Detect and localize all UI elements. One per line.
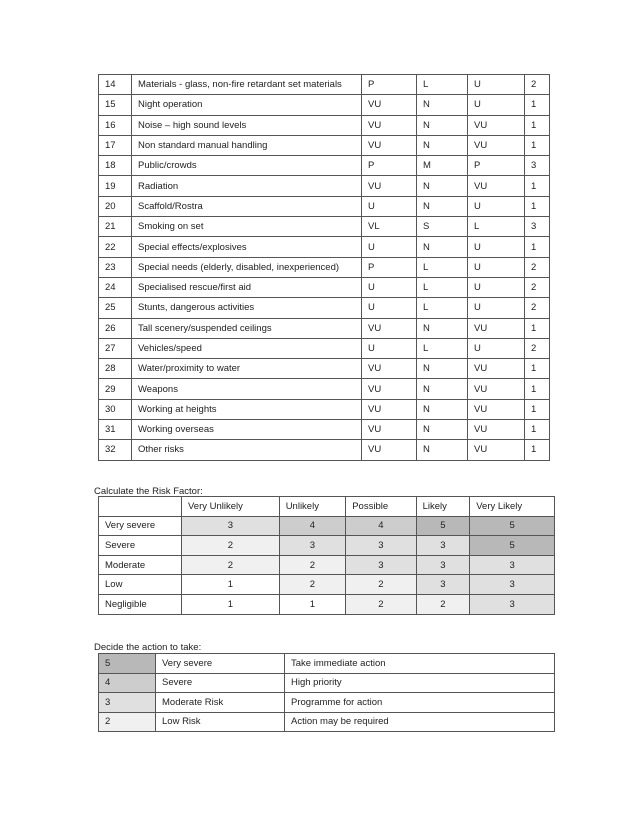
action-row <box>99 712 555 732</box>
severity-label: Very severe <box>99 516 182 536</box>
risk-value-cell: 1 <box>182 594 280 614</box>
likelihood-header: Unlikely <box>279 497 346 517</box>
hazard-col-5: P <box>468 156 525 176</box>
hazard-col-5: L <box>468 217 525 237</box>
hazard-risk-factor: 1 <box>525 420 550 440</box>
hazard-col-5: U <box>468 75 525 95</box>
hazard-col-4: N <box>417 399 468 419</box>
hazard-col-4: N <box>417 135 468 155</box>
risk-matrix-table <box>98 496 555 615</box>
hazard-col-4: S <box>417 217 468 237</box>
hazard-col-4: N <box>417 237 468 257</box>
action-description: Take immediate action <box>285 654 555 674</box>
hazard-number: 20 <box>99 196 132 216</box>
hazard-col-4: N <box>417 95 468 115</box>
hazard-risk-factor: 1 <box>525 196 550 216</box>
hazard-col-4: N <box>417 420 468 440</box>
hazard-col-3: U <box>362 237 417 257</box>
hazard-number: 15 <box>99 95 132 115</box>
hazard-col-3: VU <box>362 440 417 460</box>
hazard-description: Specialised rescue/first aid <box>132 277 362 297</box>
hazard-description: Night operation <box>132 95 362 115</box>
hazard-description: Public/crowds <box>132 156 362 176</box>
risk-value-cell: 3 <box>416 555 470 575</box>
risk-value-cell: 3 <box>346 555 416 575</box>
hazard-col-3: VU <box>362 135 417 155</box>
risk-value-cell: 2 <box>279 575 346 595</box>
hazard-row <box>99 237 550 257</box>
hazard-col-5: U <box>468 277 525 297</box>
hazard-col-4: N <box>417 379 468 399</box>
hazard-number: 29 <box>99 379 132 399</box>
hazard-risk-factor: 1 <box>525 176 550 196</box>
hazard-description: Water/proximity to water <box>132 359 362 379</box>
hazard-risk-factor: 3 <box>525 156 550 176</box>
hazard-number: 30 <box>99 399 132 419</box>
hazard-description: Weapons <box>132 379 362 399</box>
risk-value-cell: 3 <box>182 516 280 536</box>
hazard-description: Non standard manual handling <box>132 135 362 155</box>
hazard-col-4: M <box>417 156 468 176</box>
hazard-col-3: U <box>362 196 417 216</box>
risk-value-cell: 4 <box>279 516 346 536</box>
hazard-col-5: U <box>468 257 525 277</box>
hazard-description: Smoking on set <box>132 217 362 237</box>
hazard-col-3: U <box>362 298 417 318</box>
severity-label: Low <box>99 575 182 595</box>
hazard-description: Radiation <box>132 176 362 196</box>
likelihood-header: Possible <box>346 497 416 517</box>
hazard-number: 22 <box>99 237 132 257</box>
hazard-row <box>99 338 550 358</box>
action-row <box>99 654 555 674</box>
risk-value-cell: 1 <box>182 575 280 595</box>
hazard-row <box>99 379 550 399</box>
hazard-row <box>99 217 550 237</box>
hazard-col-5: U <box>468 237 525 257</box>
action-row <box>99 693 555 713</box>
risk-value-cell: 3 <box>279 536 346 556</box>
risk-value-cell: 2 <box>416 594 470 614</box>
hazard-risk-factor: 2 <box>525 277 550 297</box>
hazard-risk-factor: 1 <box>525 379 550 399</box>
hazard-col-4: L <box>417 298 468 318</box>
hazard-number: 16 <box>99 115 132 135</box>
hazard-risk-factor: 3 <box>525 217 550 237</box>
hazard-row <box>99 399 550 419</box>
hazard-number: 31 <box>99 420 132 440</box>
hazard-col-5: VU <box>468 440 525 460</box>
hazard-description: Special needs (elderly, disabled, inexperienced) <box>132 257 362 277</box>
hazard-risk-factor: 2 <box>525 257 550 277</box>
hazard-col-5: VU <box>468 379 525 399</box>
hazard-row <box>99 277 550 297</box>
action-description: Programme for action <box>285 693 555 713</box>
risk-value-cell: 4 <box>346 516 416 536</box>
hazard-row <box>99 115 550 135</box>
hazard-number: 28 <box>99 359 132 379</box>
hazard-risk-factor: 1 <box>525 135 550 155</box>
risk-value-cell: 1 <box>279 594 346 614</box>
hazard-col-5: U <box>468 196 525 216</box>
hazard-row <box>99 318 550 338</box>
hazard-col-3: VU <box>362 318 417 338</box>
risk-matrix-row <box>99 516 555 536</box>
action-row <box>99 673 555 693</box>
hazard-col-5: U <box>468 298 525 318</box>
action-level: 3 <box>99 693 156 713</box>
hazard-risk-factor: 1 <box>525 440 550 460</box>
hazard-number: 17 <box>99 135 132 155</box>
action-description: High priority <box>285 673 555 693</box>
hazard-row <box>99 420 550 440</box>
hazard-description: Working at heights <box>132 399 362 419</box>
likelihood-header: Very Likely <box>470 497 555 517</box>
hazard-col-5: VU <box>468 359 525 379</box>
hazard-col-3: VL <box>362 217 417 237</box>
hazard-risk-factor: 1 <box>525 359 550 379</box>
hazard-description: Tall scenery/suspended ceilings <box>132 318 362 338</box>
hazard-col-3: P <box>362 75 417 95</box>
risk-value-cell: 3 <box>346 536 416 556</box>
risk-matrix-row <box>99 575 555 595</box>
risk-matrix-header-row <box>99 497 555 517</box>
hazard-col-4: L <box>417 257 468 277</box>
risk-matrix-corner-cell <box>99 497 182 517</box>
hazard-row <box>99 176 550 196</box>
hazard-number: 27 <box>99 338 132 358</box>
hazard-number: 19 <box>99 176 132 196</box>
hazard-row <box>99 440 550 460</box>
hazard-row <box>99 196 550 216</box>
action-level: 4 <box>99 673 156 693</box>
likelihood-header: Likely <box>416 497 470 517</box>
hazard-risk-factor: 2 <box>525 75 550 95</box>
hazard-col-4: L <box>417 338 468 358</box>
risk-matrix-row <box>99 536 555 556</box>
hazard-col-3: VU <box>362 95 417 115</box>
hazard-col-5: U <box>468 338 525 358</box>
hazard-col-5: U <box>468 95 525 115</box>
hazard-col-5: VU <box>468 176 525 196</box>
hazard-row <box>99 156 550 176</box>
hazard-row <box>99 257 550 277</box>
hazard-col-5: VU <box>468 420 525 440</box>
hazard-col-3: VU <box>362 115 417 135</box>
hazard-col-5: VU <box>468 115 525 135</box>
hazard-col-5: VU <box>468 318 525 338</box>
risk-matrix-row <box>99 594 555 614</box>
risk-value-cell: 3 <box>470 575 555 595</box>
action-severity: Very severe <box>156 654 285 674</box>
severity-label: Severe <box>99 536 182 556</box>
risk-value-cell: 2 <box>182 536 280 556</box>
risk-factor-caption: Calculate the Risk Factor: <box>94 486 203 497</box>
hazard-col-4: N <box>417 176 468 196</box>
hazard-description: Other risks <box>132 440 362 460</box>
risk-value-cell: 2 <box>346 575 416 595</box>
hazard-risk-factor: 1 <box>525 95 550 115</box>
action-caption: Decide the action to take: <box>94 642 202 653</box>
hazard-col-4: N <box>417 318 468 338</box>
hazard-number: 25 <box>99 298 132 318</box>
hazard-number: 18 <box>99 156 132 176</box>
action-severity: Severe <box>156 673 285 693</box>
hazard-col-3: VU <box>362 359 417 379</box>
hazard-col-3: VU <box>362 420 417 440</box>
severity-label: Moderate <box>99 555 182 575</box>
risk-value-cell: 3 <box>416 536 470 556</box>
hazard-number: 32 <box>99 440 132 460</box>
hazard-description: Working overseas <box>132 420 362 440</box>
hazard-col-4: N <box>417 196 468 216</box>
hazard-col-4: N <box>417 440 468 460</box>
likelihood-header: Very Unlikely <box>182 497 280 517</box>
hazard-row <box>99 298 550 318</box>
risk-value-cell: 3 <box>416 575 470 595</box>
action-level: 2 <box>99 712 156 732</box>
hazard-description: Special effects/explosives <box>132 237 362 257</box>
hazard-risk-factor: 1 <box>525 318 550 338</box>
hazard-col-3: U <box>362 277 417 297</box>
hazard-col-4: L <box>417 75 468 95</box>
hazard-row <box>99 95 550 115</box>
hazard-col-4: L <box>417 277 468 297</box>
risk-value-cell: 2 <box>346 594 416 614</box>
hazard-number: 23 <box>99 257 132 277</box>
risk-value-cell: 2 <box>279 555 346 575</box>
hazard-number: 24 <box>99 277 132 297</box>
hazard-number: 14 <box>99 75 132 95</box>
hazard-col-3: U <box>362 338 417 358</box>
action-table <box>98 653 555 732</box>
hazard-col-3: P <box>362 257 417 277</box>
action-level: 5 <box>99 654 156 674</box>
risk-matrix-row <box>99 555 555 575</box>
hazard-row <box>99 359 550 379</box>
risk-value-cell: 5 <box>416 516 470 536</box>
hazard-col-4: N <box>417 115 468 135</box>
hazard-number: 21 <box>99 217 132 237</box>
risk-value-cell: 3 <box>470 594 555 614</box>
action-description: Action may be required <box>285 712 555 732</box>
hazard-description: Materials - glass, non-fire retardant set materials <box>132 75 362 95</box>
hazard-col-5: VU <box>468 399 525 419</box>
hazard-description: Scaffold/Rostra <box>132 196 362 216</box>
hazard-col-4: N <box>417 359 468 379</box>
risk-value-cell: 5 <box>470 536 555 556</box>
hazard-description: Noise – high sound levels <box>132 115 362 135</box>
hazard-col-3: VU <box>362 379 417 399</box>
action-severity: Low Risk <box>156 712 285 732</box>
risk-value-cell: 2 <box>182 555 280 575</box>
hazard-col-3: P <box>362 156 417 176</box>
hazard-col-3: VU <box>362 176 417 196</box>
hazard-row <box>99 75 550 95</box>
hazard-description: Stunts, dangerous activities <box>132 298 362 318</box>
hazard-row <box>99 135 550 155</box>
hazard-risk-factor: 2 <box>525 298 550 318</box>
risk-value-cell: 5 <box>470 516 555 536</box>
hazard-table <box>98 74 550 461</box>
hazard-number: 26 <box>99 318 132 338</box>
hazard-col-5: VU <box>468 135 525 155</box>
severity-label: Negligible <box>99 594 182 614</box>
hazard-description: Vehicles/speed <box>132 338 362 358</box>
hazard-col-3: VU <box>362 399 417 419</box>
hazard-risk-factor: 1 <box>525 237 550 257</box>
hazard-risk-factor: 1 <box>525 115 550 135</box>
hazard-risk-factor: 1 <box>525 399 550 419</box>
risk-value-cell: 3 <box>470 555 555 575</box>
action-severity: Moderate Risk <box>156 693 285 713</box>
hazard-risk-factor: 2 <box>525 338 550 358</box>
